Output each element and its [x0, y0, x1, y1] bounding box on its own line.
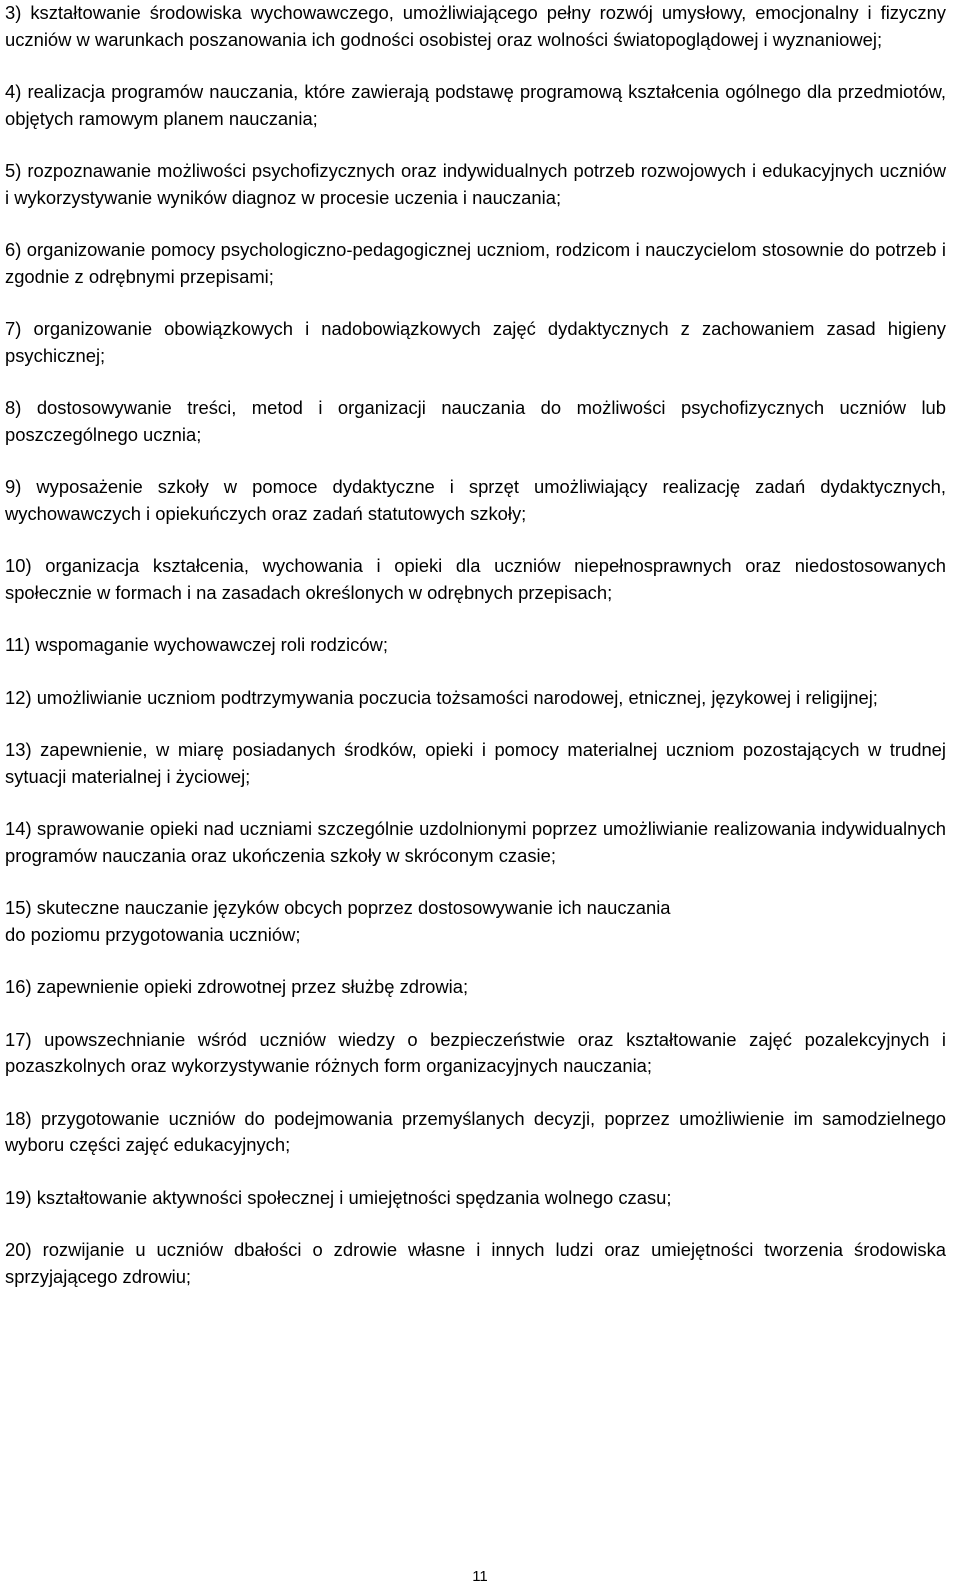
list-item-20: 20) rozwijanie u uczniów dbałości o zdrowie własne i innych ludzi oraz umiejętności tworzenia środowiska sprzyjającego zdrowiu; — [5, 1239, 946, 1287]
list-item-13: 13) zapewnienie, w miarę posiadanych środków, opieki i pomocy materialnej uczniom pozostających w trudnej sytuacji materialnej i życiowej; — [5, 739, 946, 787]
page-number: 11 — [472, 1568, 488, 1585]
list-item-18: 18) przygotowanie uczniów do podejmowania przemyślanych decyzji, poprzez umożliwienie im samodzielnego wyboru części zajęć edukacyjnych; — [5, 1107, 946, 1155]
list-item-12: 12) umożliwianie uczniom podtrzymywania poczucia tożsamości narodowej, etnicznej, językowej i religijnej; — [5, 686, 878, 708]
list-item-17: 17) upowszechnianie wśród uczniów wiedzy o bezpieczeństwie oraz kształtowanie zajęć pozalekcyjnych i pozaszkolnych oraz wykorzystywanie różnych form organizacyjnych nauczania; — [5, 1028, 946, 1076]
list-item-15-line-1: 15) skuteczne nauczanie języków obcych poprzez dostosowywanie ich nauczania — [5, 897, 671, 918]
list-item-9: 9) wyposażenie szkoły w pomoce dydaktyczne i sprzęt umożliwiający realizację zadań dydaktycznych, wychowawczych i opiekuńczych oraz zadań statutowych szkoły; — [5, 476, 946, 524]
list-item-7: 7) organizowanie obowiązkowych i nadobowiązkowych zajęć dydaktycznych z zachowaniem zasad higieny psychicznej; — [5, 318, 946, 366]
list-item-11: 11) wspomaganie wychowawczej roli rodziców; — [5, 634, 388, 655]
list-item-4: 4) realizacja programów nauczania, które zawierają podstawę programową kształcenia ogólnego dla przedmiotów, objętych ramowym planem nauczania; — [5, 81, 946, 129]
list-item-3: 3) kształtowanie środowiska wychowawczego, umożliwiającego pełny rozwój umysłowy, emocjonalny i fizyczny uczniów w warunkach poszanowania ich godności osobistej oraz wolności światopoglądowej i wyznaniowej; — [5, 2, 946, 50]
list-item-8: 8) dostosowywanie treści, metod i organizacji nauczania do możliwości psychofizycznych uczniów lub poszczególnego ucznia; — [5, 397, 946, 445]
list-item-5: 5) rozpoznawanie możliwości psychofizycznych oraz indywidualnych potrzeb rozwojowych i edukacyjnych uczniów i wykorzystywanie wyników diagnoz w procesie uczenia i nauczania; — [5, 160, 946, 208]
list-item-19: 19) kształtowanie aktywności społecznej i umiejętności spędzania wolnego czasu; — [5, 1186, 672, 1208]
document-page — [5, 0, 946, 1290]
list-item-6: 6) organizowanie pomocy psychologiczno-pedagogicznej uczniom, rodzicom i nauczycielom stosownie do potrzeb i zgodnie z odrębnymi przepisami; — [5, 239, 946, 287]
list-item-15-line-2: do poziomu przygotowania uczniów; — [5, 923, 301, 945]
list-item-16: 16) zapewnienie opieki zdrowotnej przez służbę zdrowia; — [5, 976, 469, 997]
list-item-10: 10) organizacja kształcenia, wychowania i opieki dla uczniów niepełnosprawnych oraz niedostosowanych społecznie w formach i na zasadach określonych w odrębnych przepisach; — [5, 555, 946, 603]
list-item-14: 14) sprawowanie opieki nad uczniami szczególnie uzdolnionymi poprzez umożliwianie realizowania indywidualnych programów nauczania oraz ukończenia szkoły w skróconym czasie; — [5, 818, 946, 866]
